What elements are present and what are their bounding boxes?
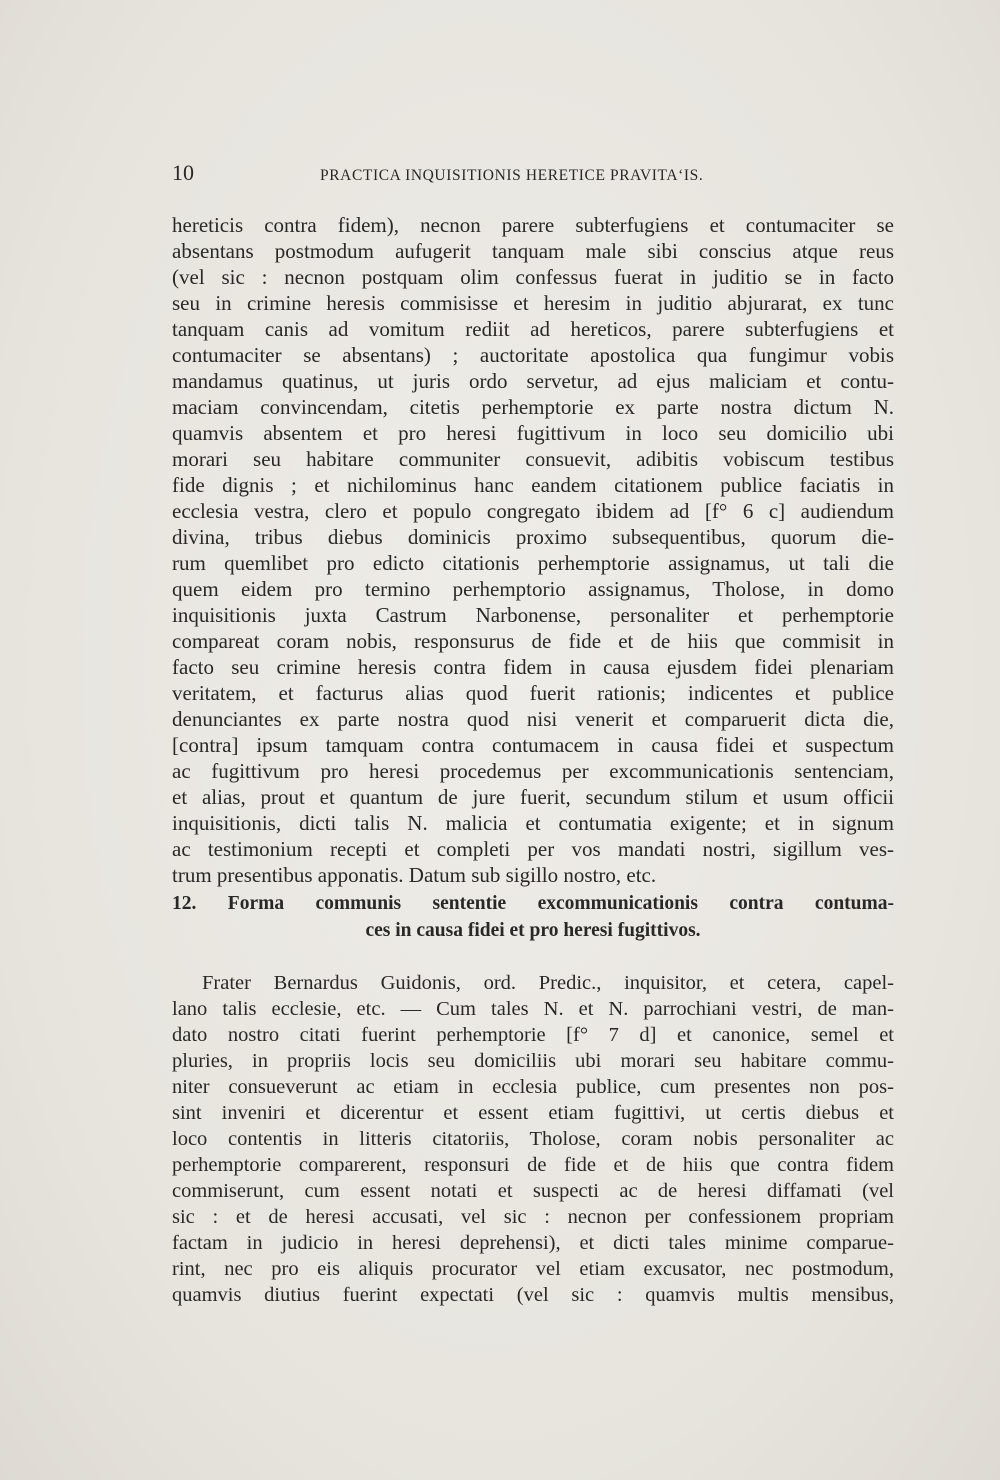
text-line: ac testimonium recepti et completi per vos mandati nostri, sigillum ves- — [172, 837, 894, 861]
text-line: (vel sic : necnon postquam olim confessus fuerat in juditio se in facto — [172, 265, 894, 289]
text-line: rint, nec pro eis aliquis procurator vel etiam excusator, nec postmodum, — [172, 1258, 894, 1280]
text-line: Frater Bernardus Guidonis, ord. Predic., inquisitor, et cetera, capel- — [202, 972, 894, 994]
text-line: trum presentibus apponatis. Datum sub sigillo nostro, etc. — [172, 863, 657, 887]
text-line: perhemptorie comparerent, responsuri de fide et de hiis que contra fidem — [172, 1154, 894, 1176]
text-line: loco contentis in litteris citatoriis, Tholose, coram nobis personaliter ac — [172, 1128, 894, 1150]
page-number: 10 — [172, 160, 194, 185]
text-line: pluries, in propriis locis seu domiciliis ubi morari seu habitare commu- — [172, 1050, 894, 1072]
text-line: compareat coram nobis, responsurus de fide et de hiis que commisit in — [172, 629, 894, 653]
text-line: inquisitionis, dicti talis N. malicia et contumatia exigente; et in signum — [172, 811, 894, 835]
text-line: seu in crimine heresis commisisse et heresim in juditio abjurarat, ex tunc — [172, 291, 894, 315]
text-line: contumaciter se absentans) ; auctoritate apostolica qua fungimur vobis — [172, 343, 894, 367]
text-line: facto seu crimine heresis contra fidem in causa ejusdem fidei plenariam — [172, 655, 894, 679]
text-line: et alias, prout et quantum de jure fuerit, secundum stilum et usum officii — [172, 785, 894, 809]
section-heading-line: 12. Forma communis sententie excommunicationis contra contuma- — [172, 893, 894, 914]
text-line: sint inveniri et dicerentur et essent etiam fugittivi, ut certis diebus et — [172, 1102, 894, 1124]
text-line: factam in judicio in heresi deprehensi), et dicti tales minime comparue- — [172, 1232, 894, 1254]
page-header — [172, 160, 892, 186]
section-heading-line: ces in causa fidei et pro heresi fugittivos. — [365, 920, 701, 941]
text-line: divina, tribus diebus dominicis proximo subsequentibus, quorum die- — [172, 525, 894, 549]
text-line: absentans postmodum aufugerit tanquam male sibi conscius atque reus — [172, 239, 894, 263]
text-line: maciam convincendam, citetis perhemptorie ex parte nostra dictum N. — [172, 395, 894, 419]
text-line: [contra] ipsum tamquam contra contumacem in causa fidei et suspectum — [172, 733, 894, 757]
text-line: ac fugittivum pro heresi procedemus per excommunicationis sentenciam, — [172, 759, 894, 783]
text-line: tanquam canis ad vomitum rediit ad hereticos, parere subterfugiens et — [172, 317, 894, 341]
text-line: lano talis ecclesie, etc. — Cum tales N. et N. parrochiani vestri, de man- — [172, 998, 894, 1020]
text-line: commiserunt, cum essent notati et suspecti ac de heresi diffamati (vel — [172, 1180, 894, 1202]
text-line: hereticis contra fidem), necnon parere subterfugiens et contumaciter se — [172, 213, 894, 237]
text-line: dato nostro citati fuerint perhemptorie [f° 7 d] et canonice, semel et — [172, 1024, 894, 1046]
text-line: niter consueverunt ac etiam in ecclesia publice, cum presentes non pos- — [172, 1076, 894, 1098]
text-line: ecclesia vestra, clero et populo congregato ibidem ad [f° 6 c] audiendum — [172, 499, 894, 523]
text-line: morari seu habitare communiter consuevit, adibitis vobiscum testibus — [172, 447, 894, 471]
section-heading — [172, 890, 894, 944]
text-line: veritatem, et facturus alias quod fuerit rationis; indicentes et publice — [172, 681, 894, 705]
text-line: quamvis absentem et pro heresi fugittivum in loco seu domicilio ubi — [172, 421, 894, 445]
running-head: PRACTICA INQUISITIONIS HERETICE PRAVITAʻIS. — [320, 167, 704, 184]
text-line: denunciantes ex parte nostra quod nisi venerit et comparuerit dicta die, — [172, 707, 894, 731]
text-line: quamvis diutius fuerint expectati (vel sic : quamvis multis mensibus, — [172, 1284, 894, 1306]
text-line: mandamus quatinus, ut juris ordo servetur, ad ejus maliciam et contu- — [172, 369, 894, 393]
text-line: fide dignis ; et nichilominus hanc eandem citationem publice faciatis in — [172, 473, 894, 497]
text-line: inquisitionis juxta Castrum Narbonense, personaliter et perhemptorie — [172, 603, 894, 627]
text-line: rum quemlibet pro edicto citationis perhemptorie assignamus, ut tali die — [172, 551, 894, 575]
text-line: quem eidem pro termino perhemptorio assignamus, Tholose, in domo — [172, 577, 894, 601]
text-line: sic : et de heresi accusati, vel sic : necnon per confessionem propriam — [172, 1206, 894, 1228]
